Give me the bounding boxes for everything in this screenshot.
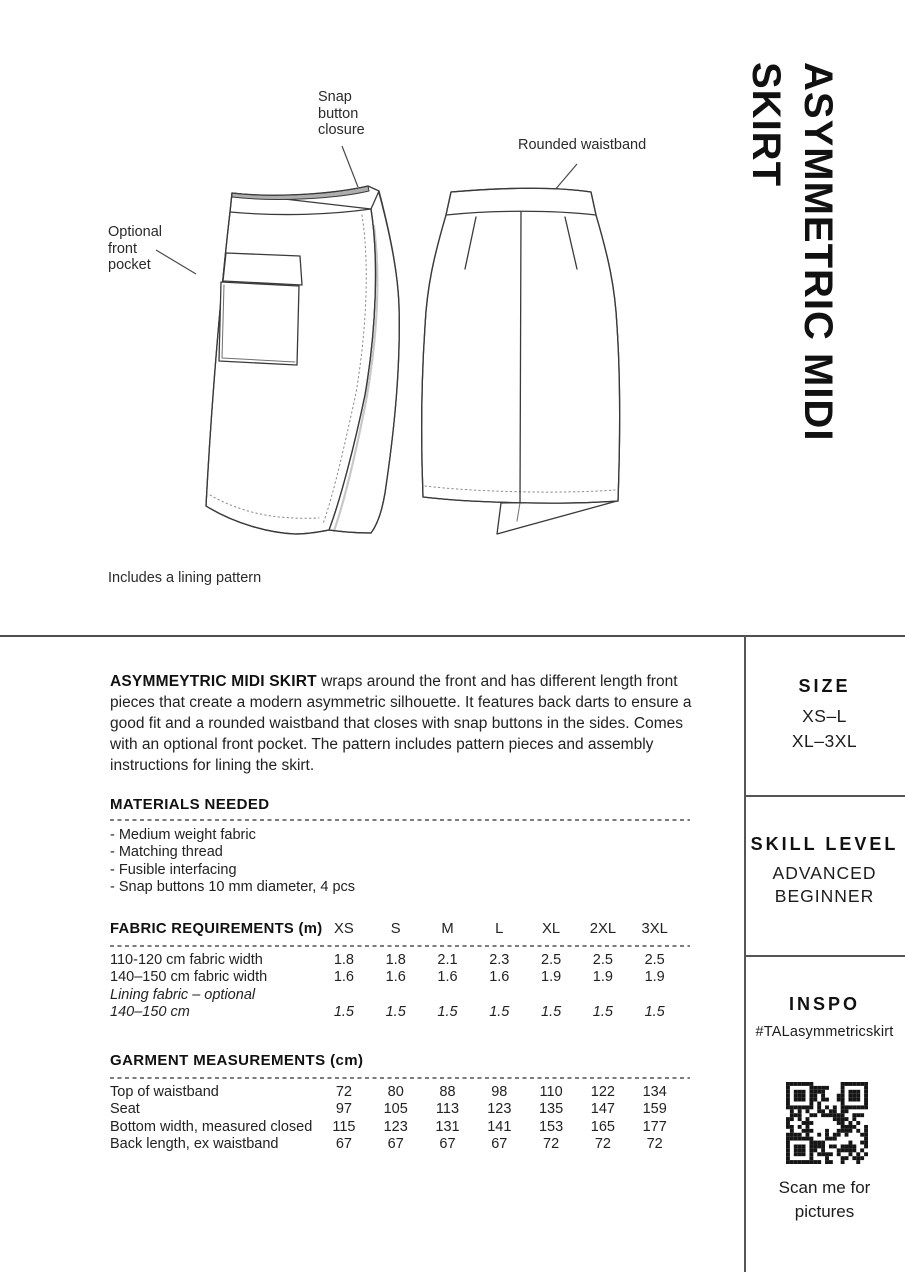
row-value: 67 [387, 1135, 404, 1152]
size-heading: SIZE [798, 676, 851, 696]
row-value: 67 [491, 1135, 508, 1152]
row-value: 1.9 [592, 969, 613, 986]
row-value: 67 [439, 1135, 456, 1152]
page-title [740, 62, 844, 441]
row-value [370, 987, 422, 1004]
row-value: 165 [590, 1118, 615, 1135]
measurements-heading: GARMENT MEASUREMENTS (cm) [110, 1052, 364, 1069]
measurements-table-body [110, 1084, 681, 1153]
description-text: wraps around the front and has different length front pieces that create a modern asymmetric silhouette. It features back darts to ensure a good fit and a rounded waistband that closes with snap buttons in the sides. Comes with an optional front pocket. The pattern includes pattern pieces and assembly instructions for lining the skirt. [110, 673, 692, 774]
size-range: XL–3XL [791, 731, 858, 751]
row-value: 153 [538, 1118, 564, 1135]
row-label: 140–150 cm fabric width [110, 969, 268, 986]
row-value: 177 [642, 1118, 667, 1135]
qr-code [786, 1081, 868, 1165]
label-line: closure [318, 122, 365, 138]
dashed-rule [110, 945, 690, 947]
page-title-line2: SKIRT [744, 62, 788, 187]
row-value: 80 [387, 1084, 404, 1100]
row-label: 140–150 cm [110, 1003, 190, 1020]
row-value: 159 [642, 1101, 667, 1118]
row-value [629, 987, 681, 1004]
row-value: 1.9 [541, 969, 562, 986]
row-value: 141 [487, 1118, 512, 1135]
dashed-rule [110, 1077, 690, 1079]
pattern-name-bold: ASYMMEYTRIC MIDI SKIRT [110, 673, 317, 690]
row-value [525, 987, 577, 1004]
label-rounded-waistband: Rounded waistband [518, 137, 647, 153]
skill-level-value [744, 862, 905, 908]
label-line: button [318, 105, 359, 122]
row-label: Lining fabric – optional [110, 986, 256, 1003]
row-label: Seat [110, 1101, 140, 1118]
fabric-table-body [110, 952, 681, 1021]
row-value: 98 [491, 1084, 508, 1100]
label-line: pocket [108, 257, 151, 273]
page-title-line1: ASYMMETRIC MIDI [796, 62, 840, 442]
row-value [422, 987, 474, 1004]
row-value: 1.6 [489, 969, 510, 986]
row-value: 110 [539, 1084, 563, 1100]
row-value: 105 [383, 1101, 408, 1118]
row-value: 1.5 [592, 1003, 613, 1020]
row-value: 1.5 [437, 1003, 458, 1020]
qr-caption-line: pictures [794, 1202, 855, 1221]
row-value [318, 987, 370, 1004]
row-value: 1.6 [385, 969, 406, 986]
row-label: Back length, ex waistband [110, 1135, 279, 1152]
row-value: 1.5 [489, 1003, 510, 1020]
row-value: 72 [543, 1135, 560, 1152]
row-label: Bottom width, measured closed [110, 1118, 313, 1135]
row-value: 72 [335, 1084, 352, 1100]
label-line: front [108, 240, 138, 257]
size-col-header: 2XL [589, 921, 617, 937]
row-value: 134 [642, 1084, 667, 1100]
row-label: Top of waistband [110, 1084, 219, 1100]
row-value: 123 [487, 1101, 512, 1118]
row-value: 122 [590, 1084, 615, 1100]
row-value: 1.8 [385, 952, 406, 968]
fabric-heading: FABRIC REQUIREMENTS (m) [110, 921, 323, 937]
row-value: 135 [538, 1101, 564, 1118]
section-divider [0, 635, 905, 637]
list-item: - Fusible interfacing [110, 861, 237, 878]
size-col-header: 3XL [641, 921, 668, 937]
row-value: 2.1 [437, 952, 458, 968]
row-value: 131 [435, 1118, 460, 1135]
back-view-drawing [413, 181, 628, 546]
row-value: 2.5 [644, 952, 665, 968]
front-view-drawing [195, 181, 410, 541]
size-col-header: L [495, 921, 504, 937]
size-col-header: XS [334, 921, 354, 937]
qr-caption [744, 1176, 905, 1224]
row-value: 88 [439, 1084, 456, 1100]
row-value: 1.5 [385, 1003, 406, 1020]
dashed-rule [110, 819, 690, 821]
row-value: 1.6 [333, 969, 354, 986]
row-value: 123 [383, 1118, 408, 1135]
row-value [577, 987, 629, 1004]
skill-line: BEGINNER [774, 886, 875, 906]
size-col-header: S [390, 921, 401, 937]
row-value: 1.5 [333, 1003, 354, 1020]
size-values [744, 704, 905, 754]
materials-list [110, 827, 355, 896]
size-col-header: M [441, 921, 454, 937]
list-item: - Medium weight fabric [110, 827, 256, 843]
row-value: 1.9 [644, 969, 665, 986]
label-line: Snap [318, 89, 352, 105]
qr-caption-line: Scan me for [778, 1178, 871, 1197]
row-label: 110-120 cm fabric width [110, 952, 263, 968]
sidebar-divider [745, 795, 905, 797]
row-value: 113 [435, 1101, 460, 1118]
row-value: 1.5 [541, 1003, 562, 1020]
list-item: - Snap buttons 10 mm diameter, 4 pcs [110, 878, 356, 895]
skill-level-heading: SKILL LEVEL [750, 834, 899, 854]
row-value: 72 [646, 1135, 663, 1152]
inspo-hashtag: #TALasymmetricskirt [755, 1024, 894, 1040]
pattern-description [110, 671, 702, 776]
size-col-header: XL [542, 921, 561, 937]
row-value: 97 [335, 1101, 352, 1118]
row-value [473, 987, 525, 1004]
row-value: 67 [335, 1135, 352, 1152]
row-value: 1.6 [437, 969, 458, 986]
row-value: 1.5 [644, 1003, 665, 1020]
row-value: 72 [594, 1135, 611, 1152]
label-optional-front-pocket [108, 224, 162, 274]
sidebar-divider [745, 955, 905, 957]
row-value: 115 [332, 1118, 356, 1135]
inspo-heading: INSPO [788, 994, 860, 1014]
row-value: 2.5 [592, 952, 613, 968]
row-value: 2.3 [489, 952, 510, 968]
lining-note: Includes a lining pattern [108, 570, 262, 586]
row-value: 1.8 [333, 952, 354, 968]
skill-line: ADVANCED [772, 863, 877, 883]
row-value: 147 [590, 1101, 615, 1118]
materials-heading: MATERIALS NEEDED [110, 796, 270, 813]
fabric-table-header [110, 921, 681, 938]
label-line: Optional [108, 224, 163, 240]
row-value: 2.5 [541, 952, 562, 968]
size-range: XS–L [802, 706, 847, 726]
label-snap-button-closure [318, 89, 365, 139]
list-item: - Matching thread [110, 844, 223, 861]
